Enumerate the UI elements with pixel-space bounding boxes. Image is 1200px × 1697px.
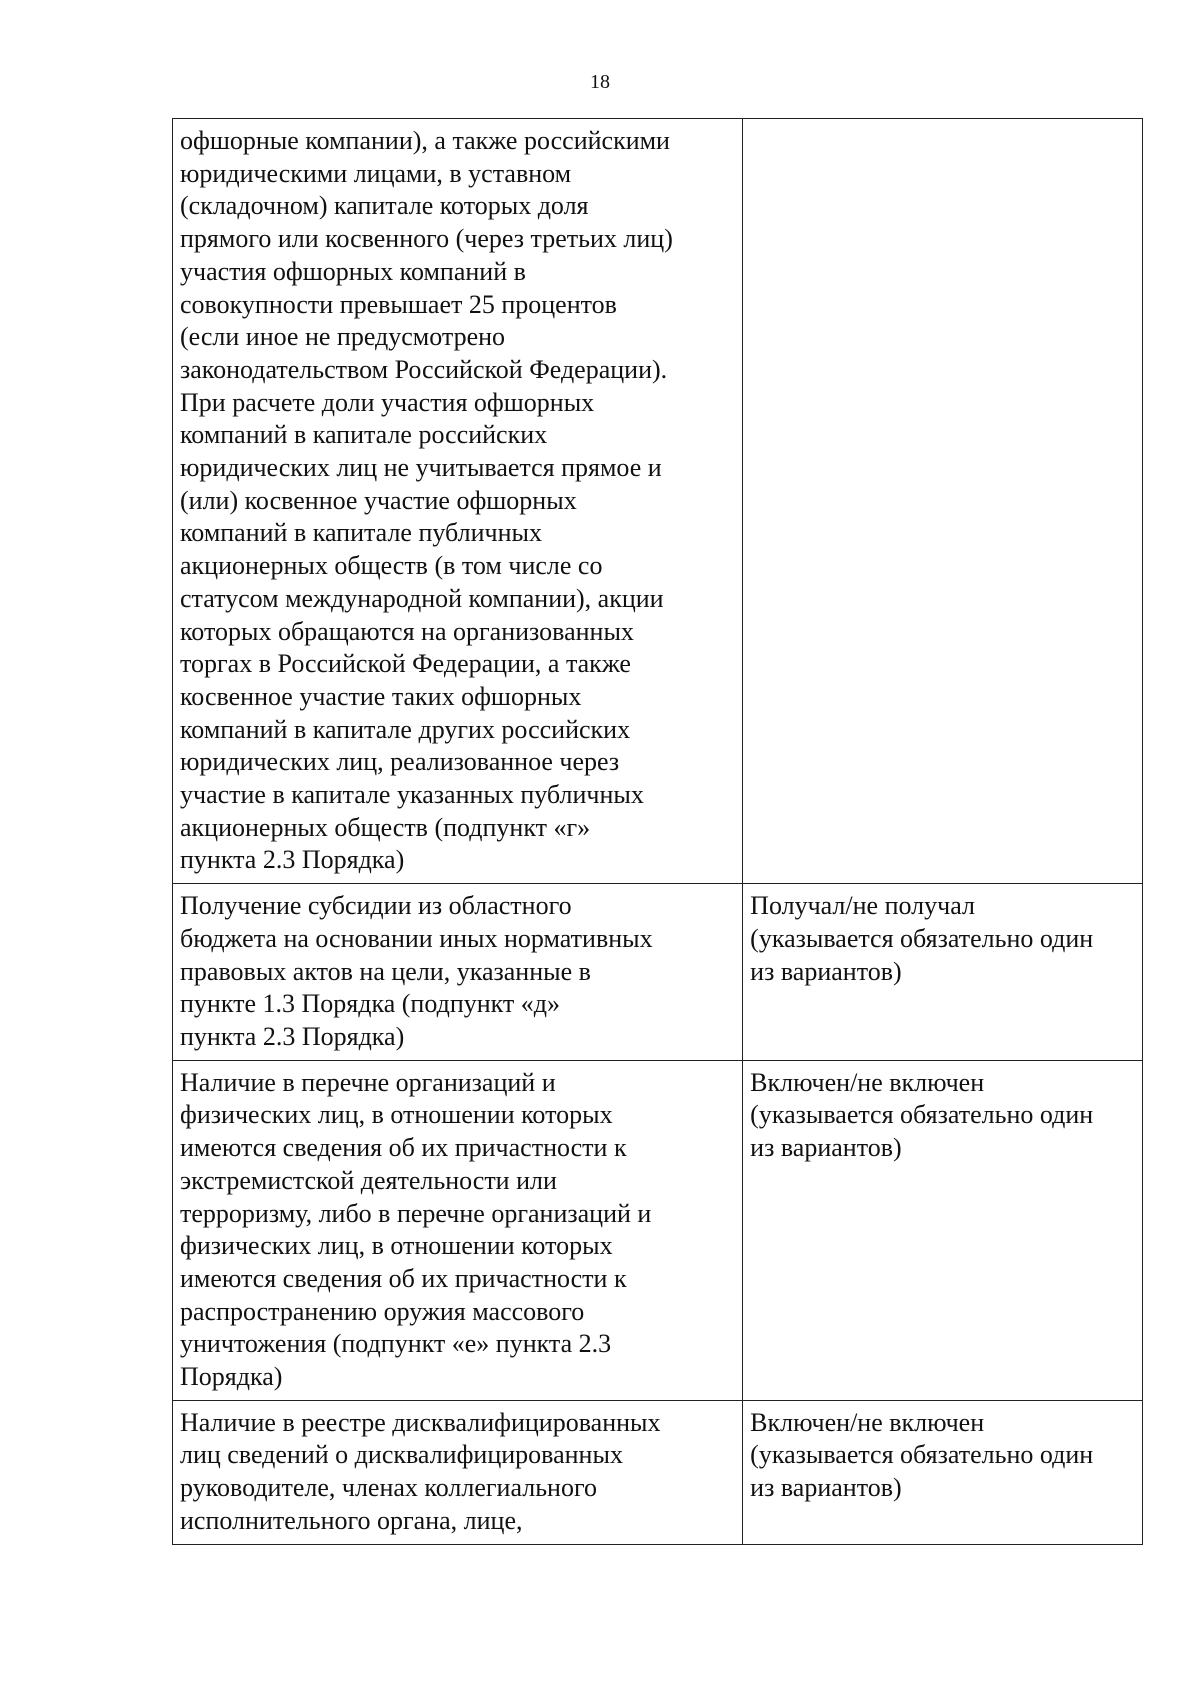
criterion-text-line: экстремистской деятельности или xyxy=(180,1165,557,1195)
table-row xyxy=(173,884,1143,1061)
criterion-cell xyxy=(173,1400,743,1544)
answer-text-line: из вариантов) xyxy=(750,1133,902,1163)
table-row xyxy=(173,1060,1143,1400)
criterion-text-line: Получение субсидии из областного xyxy=(180,891,572,921)
criterion-text-line: Порядка) xyxy=(180,1362,283,1392)
criterion-text-line: правовых актов на цели, указанные в xyxy=(180,956,591,986)
criterion-text-line: офшорные компании), а также российскими xyxy=(180,126,670,155)
criterion-text-line: компаний в капитале публичных xyxy=(180,518,542,548)
criterion-cell xyxy=(173,884,743,1061)
criterion-cell xyxy=(173,1060,743,1400)
criterion-text-line: распространению оружия массового xyxy=(180,1296,585,1326)
criterion-text-line: (если иное не предусмотрено xyxy=(180,322,506,352)
criterion-text-line: участие в капитале указанных публичных xyxy=(180,780,644,810)
criterion-text-line: терроризму, либо в перечне организаций и xyxy=(180,1198,652,1228)
criterion-text-line: бюджета на основании иных нормативных xyxy=(180,923,653,953)
criterion-text-line: пункта 2.3 Порядка) xyxy=(180,845,405,875)
criterion-text-line: пункта 2.3 Порядка) xyxy=(180,1021,405,1051)
criterion-text-line: уничтожения (подпункт «е» пункта 2.3 xyxy=(180,1329,612,1359)
answer-text-line: (указывается обязательно один xyxy=(750,1100,1094,1130)
answer-text-line: Включен/не включен xyxy=(750,1067,985,1097)
answer-text-line: из вариантов) xyxy=(750,1473,902,1503)
criterion-text-line: юридических лиц не учитывается прямое и xyxy=(180,453,662,483)
criterion-text-line: юридическими лицами, в уставном xyxy=(180,158,572,188)
criterion-text-line: совокупности превышает 25 процентов xyxy=(180,289,617,319)
criterion-text-line: Наличие в реестре дисквалифицированных xyxy=(180,1407,661,1437)
answer-cell xyxy=(743,1400,1143,1544)
criterion-text-line: торгах в Российской Федерации, а также xyxy=(180,649,631,679)
criterion-text-line: (складочном) капитале которых доля xyxy=(180,191,589,221)
answer-text-line: (указывается обязательно один xyxy=(750,923,1094,953)
criterion-text-line: косвенное участие таких офшорных xyxy=(180,681,582,711)
table-body xyxy=(173,119,1143,1545)
criterion-text-line: акционерных обществ (в том числе со xyxy=(180,551,603,581)
criterion-text-line: имеются сведения об их причастности к xyxy=(180,1263,627,1293)
table-row xyxy=(173,1400,1143,1544)
answer-text-line: (указывается обязательно один xyxy=(750,1440,1094,1470)
criterion-text-line: (или) косвенное участие офшорных xyxy=(180,485,577,515)
criterion-text-line: юридических лиц, реализованное через xyxy=(180,747,620,777)
answer-cell xyxy=(743,884,1143,1061)
table-row xyxy=(173,119,1143,884)
page-number: 18 xyxy=(590,71,610,93)
criterion-text-line: статусом международной компании), акции xyxy=(180,583,664,613)
answer-text-line: Включен/не включен xyxy=(750,1407,985,1437)
criterion-text-line: законодательством Российской Федерации). xyxy=(180,354,668,384)
criterion-text-line: пункте 1.3 Порядка (подпункт «д» xyxy=(180,989,561,1019)
criterion-text-line: имеются сведения об их причастности к xyxy=(180,1133,627,1163)
answer-text-line: Получал/не получал xyxy=(750,891,975,921)
criterion-text-line: прямого или косвенного (через третьих лиц) xyxy=(180,224,673,254)
criterion-text-line: исполнительного органа, лице, xyxy=(180,1505,523,1535)
criterion-cell xyxy=(173,119,743,884)
criterion-text-line: руководителе, членах коллегиального xyxy=(180,1473,597,1503)
answer-cell xyxy=(743,1060,1143,1400)
answer-cell xyxy=(743,119,1143,884)
criterion-text-line: участия офшорных компаний в xyxy=(180,256,526,286)
criterion-text-line: компаний в капитале российских xyxy=(180,420,548,450)
criterion-text-line: Наличие в перечне организаций и xyxy=(180,1067,556,1097)
criterion-text-line: которых обращаются на организованных xyxy=(180,616,634,646)
criterion-text-line: физических лиц, в отношении которых xyxy=(180,1100,613,1130)
criterion-text-line: лиц сведений о дисквалифицированных xyxy=(180,1440,623,1470)
criterion-text-line: При расчете доли участия офшорных xyxy=(180,387,595,417)
answer-text-line: из вариантов) xyxy=(750,956,902,986)
criterion-text-line: компаний в капитале других российских xyxy=(180,714,631,744)
criterion-text-line: физических лиц, в отношении которых xyxy=(180,1231,613,1261)
requirements-table xyxy=(172,118,1143,1545)
criterion-text-line: акционерных обществ (подпункт «г» xyxy=(180,812,591,842)
